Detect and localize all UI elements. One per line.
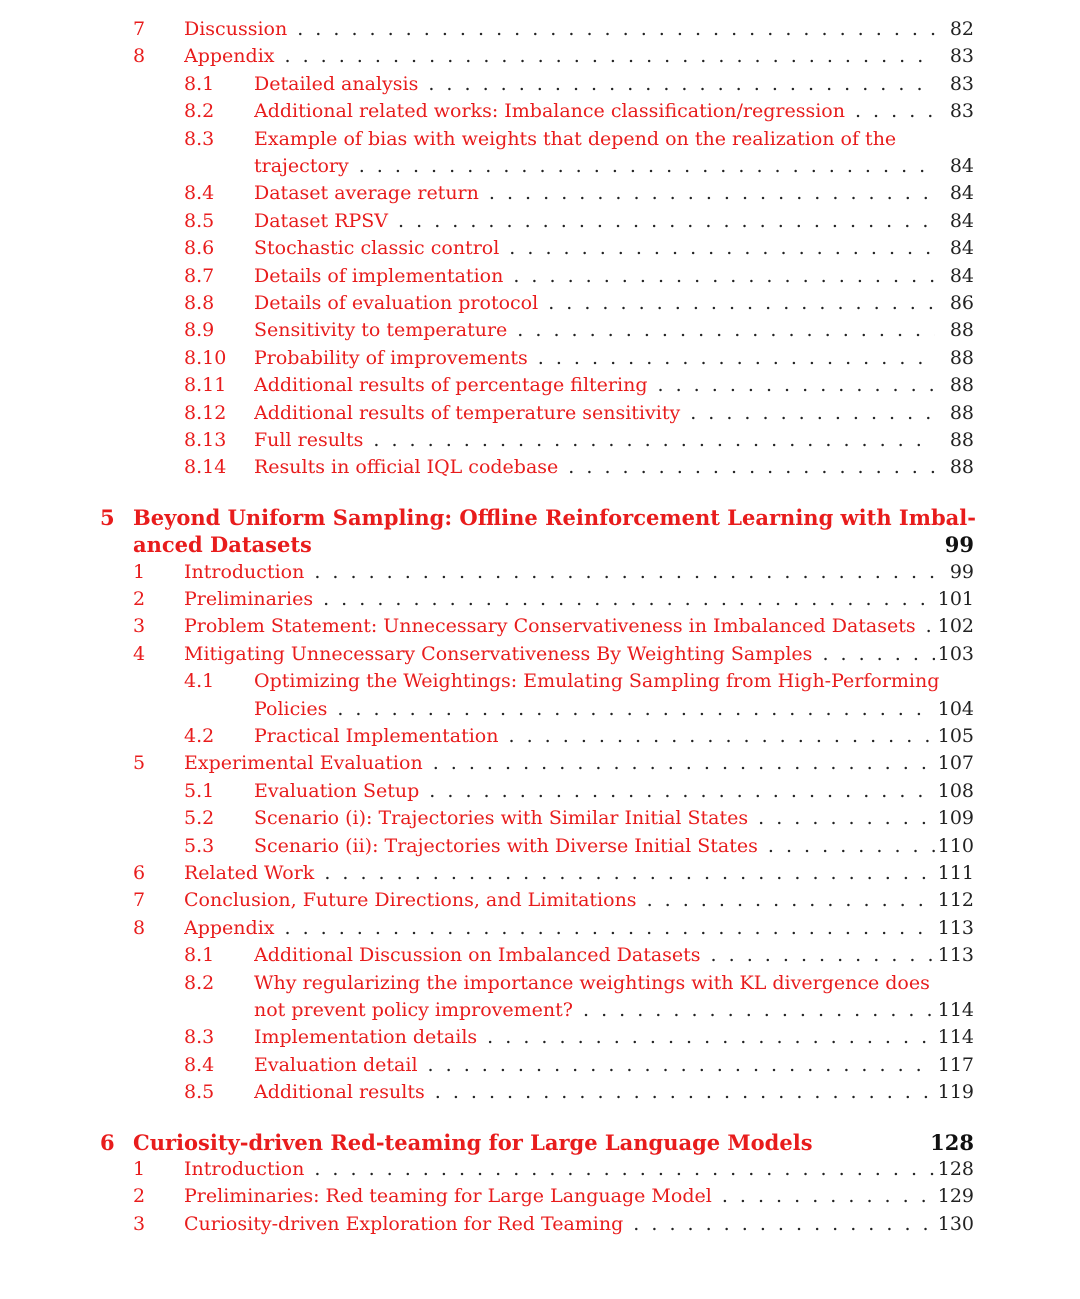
- toc-leader-line: [254, 263, 935, 290]
- toc-page-number: 83: [949, 72, 974, 95]
- toc-leader-line: [184, 559, 935, 586]
- toc-page-number: 84: [949, 264, 974, 287]
- toc-leader-line: [254, 696, 935, 723]
- chapter-title-cont[interactable]: anced Datasets: [133, 532, 312, 558]
- toc-entry[interactable]: [0, 208, 1080, 235]
- toc-page-number: 113: [937, 944, 974, 967]
- toc-entry[interactable]: [0, 915, 1080, 942]
- toc-entry-continuation[interactable]: [0, 997, 1080, 1024]
- toc-entry-number: 8.3: [184, 1026, 215, 1049]
- toc-entry[interactable]: [0, 1052, 1080, 1079]
- dot-leader: [629, 1211, 935, 1238]
- toc-leader-line: [254, 997, 935, 1024]
- toc-entry-title[interactable]: Appendix: [184, 916, 275, 939]
- toc-leader-line: [184, 915, 935, 942]
- toc-entry[interactable]: [0, 126, 1080, 153]
- toc-entry[interactable]: [0, 71, 1080, 98]
- toc-page-number: 117: [937, 1053, 974, 1076]
- toc-page-number: 86: [949, 292, 974, 314]
- toc-entry[interactable]: [0, 1024, 1080, 1051]
- toc-page-number: 99: [949, 560, 974, 583]
- toc-entry-title[interactable]: Why regularizing the importance weightings with KL divergence does: [254, 971, 930, 994]
- toc-leader-line: [254, 98, 935, 125]
- toc-page-number: 83: [949, 45, 974, 68]
- dot-leader: [310, 1156, 935, 1183]
- toc-leader-line: [184, 43, 935, 70]
- dot-leader: [764, 833, 935, 860]
- toc-page-number: 110: [937, 834, 974, 857]
- toc-leader-line: [254, 400, 935, 427]
- dot-leader: [505, 235, 935, 262]
- chapter-page-number: 99: [944, 532, 974, 558]
- toc-entry-title-cont[interactable]: trajectory: [254, 155, 349, 177]
- toc-entry-title[interactable]: Implementation details: [254, 1026, 478, 1049]
- toc-entry-number: 5.1: [184, 779, 215, 802]
- toc-leader-line: [254, 290, 935, 317]
- toc-entry-number: 6: [133, 862, 146, 884]
- dot-leader: [851, 98, 935, 125]
- toc-entry[interactable]: [0, 970, 1080, 997]
- dot-leader: [513, 317, 935, 344]
- toc-entry[interactable]: [0, 290, 1080, 317]
- toc-leader-line: [254, 208, 935, 235]
- toc-entry-number: 5: [133, 752, 146, 775]
- toc-entry-title[interactable]: Problem Statement: Unnecessary Conservativeness in Imbalanced Datasets: [184, 615, 916, 638]
- toc-entry-title[interactable]: Experimental Evaluation: [184, 752, 423, 775]
- toc-leader-line: [254, 805, 935, 832]
- toc-entry-title[interactable]: Details of implementation: [254, 264, 504, 287]
- dot-leader: [293, 16, 935, 43]
- toc-entry-continuation[interactable]: [0, 153, 1080, 180]
- toc-entry[interactable]: [0, 1079, 1080, 1106]
- toc-leader-line: [184, 887, 935, 914]
- toc-entry-title[interactable]: Scenario (ii): Trajectories with Diverse Initial States: [254, 834, 758, 857]
- dot-leader: [320, 860, 935, 887]
- toc-entry-number: 4.1: [184, 670, 215, 693]
- toc-entry[interactable]: [0, 942, 1080, 969]
- toc-entry[interactable]: [0, 641, 1080, 668]
- toc-page-number: 111: [937, 862, 974, 884]
- toc-page-number: 113: [937, 916, 974, 939]
- toc-leader-line: [184, 750, 935, 777]
- toc-entry-title[interactable]: Introduction: [184, 560, 305, 583]
- toc-entry[interactable]: [0, 454, 1080, 481]
- toc-entry-number: 3: [133, 615, 146, 638]
- toc-page-number: 88: [949, 346, 974, 369]
- toc-page-number: 108: [937, 779, 974, 802]
- toc-entry[interactable]: [0, 613, 1080, 640]
- toc-entry-number: 2: [133, 1185, 146, 1208]
- toc-leader-line: [184, 860, 935, 887]
- toc-leader-line: [184, 16, 935, 43]
- toc-entry[interactable]: [0, 372, 1080, 399]
- toc-page-number: 103: [937, 642, 974, 665]
- toc-leader-line: [254, 942, 935, 969]
- toc-entry[interactable]: [0, 778, 1080, 805]
- toc-entry-number: 8.4: [184, 182, 215, 205]
- toc-entry-number: 4.2: [184, 725, 215, 747]
- toc-leader-line: [254, 345, 935, 372]
- toc-entry[interactable]: [0, 400, 1080, 427]
- toc-entry-title[interactable]: Details of evaluation protocol: [254, 292, 539, 314]
- toc-entry-number: 8.14: [184, 456, 227, 479]
- toc-entry-title[interactable]: Stochastic classic control: [254, 237, 500, 260]
- dot-leader: [333, 696, 935, 723]
- chapter-page-number: 128: [930, 1129, 974, 1155]
- toc-page-number: 102: [937, 615, 974, 638]
- toc-entry-title[interactable]: Dataset RPSV: [254, 209, 389, 232]
- chapter-number: 6: [100, 1129, 115, 1155]
- toc-entry-title-cont[interactable]: Policies: [254, 697, 328, 720]
- toc-entry[interactable]: [0, 860, 1080, 887]
- toc-entry-title[interactable]: Curiosity-driven Exploration for Red Teaming: [184, 1212, 624, 1235]
- toc-leader-line: [184, 641, 935, 668]
- toc-entry-title[interactable]: Introduction: [184, 1158, 305, 1180]
- toc-entry-number: 8: [133, 916, 146, 939]
- toc-entry-number: 8.1: [184, 944, 215, 967]
- toc-page-number: 109: [937, 807, 974, 830]
- chapter-title[interactable]: Beyond Uniform Sampling: Offline Reinforcement Learning with Imbal-: [133, 504, 976, 530]
- toc-entry-title[interactable]: Dataset average return: [254, 182, 479, 205]
- toc-page-number: 128: [937, 1158, 974, 1180]
- toc-page-number: 88: [949, 319, 974, 342]
- toc-entry-title-cont[interactable]: not prevent policy improvement?: [254, 999, 573, 1021]
- toc-entry[interactable]: [0, 805, 1080, 832]
- toc-entry[interactable]: [0, 559, 1080, 586]
- dot-leader: [643, 887, 935, 914]
- toc-entry-title[interactable]: Probability of improvements: [254, 346, 528, 369]
- toc-entry-number: 8.4: [184, 1053, 215, 1076]
- dot-leader: [579, 997, 935, 1024]
- dot-leader: [394, 208, 935, 235]
- toc-entry-title[interactable]: Example of bias with weights that depend on the realization of the: [254, 127, 897, 150]
- toc-page-number: 84: [949, 155, 974, 177]
- toc-entry-title[interactable]: Related Work: [184, 862, 315, 884]
- toc-leader-line: [254, 180, 935, 207]
- toc-leader-line: [184, 613, 935, 640]
- dot-leader: [485, 180, 935, 207]
- toc-entry-number: 2: [133, 588, 146, 610]
- toc-page-number: 83: [949, 100, 974, 123]
- toc-page-number: 88: [949, 456, 974, 479]
- toc-page-number: 88: [949, 429, 974, 451]
- toc-entry-title[interactable]: Additional related works: Imbalance classification/regression: [254, 100, 845, 123]
- toc-entry-title[interactable]: Full results: [254, 429, 364, 451]
- dot-leader: [431, 1079, 935, 1106]
- toc-entry-number: 7: [133, 889, 146, 912]
- toc-entry-number: 5.2: [184, 807, 215, 830]
- dot-leader: [280, 915, 935, 942]
- toc-leader-line: [254, 235, 935, 262]
- toc-entry-title[interactable]: Conclusion, Future Directions, and Limitations: [184, 889, 637, 912]
- toc-entry[interactable]: [0, 1156, 1080, 1183]
- toc-entry-number: 8.11: [184, 374, 227, 397]
- dot-leader: [707, 942, 935, 969]
- toc-page-number: 84: [949, 182, 974, 205]
- toc-entry-number: 8.5: [184, 1081, 215, 1104]
- toc-entry-title[interactable]: Optimizing the Weightings: Emulating Sampling from High-Performing: [254, 670, 940, 693]
- toc-entry-number: 1: [133, 1158, 146, 1180]
- toc-entry-number: 5.3: [184, 834, 215, 857]
- toc-entry-title[interactable]: Additional results of percentage filtering: [254, 374, 648, 397]
- toc-entry-number: 8.3: [184, 127, 215, 150]
- toc-entry-title[interactable]: Preliminaries: Red teaming for Large Language Model: [184, 1185, 712, 1208]
- toc-entry-number: 1: [133, 560, 146, 583]
- toc-leader-line: [184, 1183, 935, 1210]
- toc-leader-line: [254, 1079, 935, 1106]
- toc-entry-title[interactable]: Discussion: [184, 18, 288, 40]
- toc-leader-line: [254, 372, 935, 399]
- toc-leader-line: [254, 427, 935, 454]
- toc-page-number: 82: [949, 18, 974, 40]
- toc-entry-number: 8.2: [184, 971, 215, 994]
- toc-entry-number: 8.10: [184, 346, 227, 369]
- toc-entry[interactable]: [0, 1211, 1080, 1238]
- toc-page-number: 130: [937, 1212, 974, 1235]
- toc-leader-line: [254, 1052, 935, 1079]
- chapter-title[interactable]: Curiosity-driven Red-teaming for Large Language Models: [133, 1129, 813, 1155]
- toc-entry-title[interactable]: Practical Implementation: [254, 725, 499, 747]
- toc-entry-number: 8.2: [184, 100, 215, 123]
- toc-page-number: 114: [937, 1026, 974, 1049]
- dot-leader: [534, 345, 935, 372]
- toc-entry-number: 8.8: [184, 292, 215, 314]
- toc-page-number: 84: [949, 209, 974, 232]
- toc-page-number: 104: [937, 697, 974, 720]
- toc-leader-line: [184, 1156, 935, 1183]
- toc-entry-title[interactable]: Additional results of temperature sensitivity: [254, 401, 681, 424]
- toc-entry-number: 7: [133, 18, 146, 40]
- toc-entry-title[interactable]: Mitigating Unnecessary Conservativeness By Weighting Samples: [184, 642, 813, 665]
- toc-page-number: 84: [949, 237, 974, 260]
- toc-entry[interactable]: [0, 750, 1080, 777]
- toc-leader-line: [254, 833, 935, 860]
- toc-entry[interactable]: [0, 16, 1080, 43]
- dot-leader: [544, 290, 935, 317]
- dot-leader: [654, 372, 936, 399]
- toc-leader-line: [254, 153, 935, 180]
- dot-leader: [686, 400, 935, 427]
- toc-leader-line: [254, 1024, 935, 1051]
- dot-leader: [564, 454, 935, 481]
- dot-leader: [424, 1052, 935, 1079]
- dot-leader: [818, 641, 935, 668]
- toc-entry[interactable]: [0, 180, 1080, 207]
- toc-entry-number: 4: [133, 642, 146, 665]
- dot-leader: [754, 805, 935, 832]
- toc-page-number: 88: [949, 374, 974, 397]
- toc-page-number: 101: [937, 588, 974, 610]
- toc-entry-title[interactable]: Additional Discussion on Imbalanced Datasets: [254, 944, 701, 967]
- toc-entry-title[interactable]: Results in official IQL codebase: [254, 456, 559, 479]
- toc-entry[interactable]: [0, 263, 1080, 290]
- dot-leader: [355, 153, 935, 180]
- toc-entry-title[interactable]: Scenario (i): Trajectories with Similar Initial States: [254, 807, 749, 830]
- toc-page-number: 129: [937, 1185, 974, 1208]
- toc-entry-number: 8.12: [184, 401, 227, 424]
- toc-entry-number: 8.5: [184, 209, 215, 232]
- toc-entry-number: 3: [133, 1212, 146, 1235]
- dot-leader: [369, 427, 935, 454]
- dot-leader: [429, 750, 935, 777]
- toc-entry[interactable]: [0, 1183, 1080, 1210]
- toc-entry-title[interactable]: Appendix: [184, 45, 275, 68]
- toc-entry-number: 8.7: [184, 264, 215, 287]
- toc-page-number: 112: [937, 889, 974, 912]
- toc-entry-number: 8.9: [184, 319, 215, 342]
- toc-leader-line: [254, 317, 935, 344]
- toc-entry-number: 8: [133, 45, 146, 68]
- toc-leader-line: [184, 586, 935, 613]
- toc-entry-title[interactable]: Preliminaries: [184, 588, 314, 610]
- toc-entry-title[interactable]: Evaluation Setup: [254, 779, 420, 802]
- toc-leader-line: [254, 454, 935, 481]
- toc-entry[interactable]: [0, 586, 1080, 613]
- dot-leader: [310, 559, 935, 586]
- toc-leader-line: [254, 778, 935, 805]
- dot-leader: [424, 71, 935, 98]
- toc-entry-continuation[interactable]: [0, 696, 1080, 723]
- toc-entry-title[interactable]: Additional results: [254, 1081, 425, 1104]
- toc-leader-line: [184, 1211, 935, 1238]
- toc-entry[interactable]: [0, 98, 1080, 125]
- toc-entry-title[interactable]: Evaluation detail: [254, 1053, 418, 1076]
- dot-leader: [425, 778, 935, 805]
- toc-entry-title[interactable]: Sensitivity to temperature: [254, 319, 508, 342]
- toc-page-number: 88: [949, 401, 974, 424]
- toc-entry[interactable]: [0, 427, 1080, 454]
- dot-leader: [718, 1183, 935, 1210]
- toc-entry[interactable]: [0, 235, 1080, 262]
- toc-entry-number: 8.6: [184, 237, 215, 260]
- toc-page-number: 105: [937, 725, 974, 747]
- dot-leader: [509, 263, 935, 290]
- toc-entry[interactable]: [0, 317, 1080, 344]
- dot-leader: [319, 586, 935, 613]
- toc-entry[interactable]: [0, 833, 1080, 860]
- dot-leader: [280, 43, 935, 70]
- toc-entry-title[interactable]: Detailed analysis: [254, 72, 419, 95]
- dot-leader: [922, 613, 935, 640]
- toc-entry-number: 8.1: [184, 72, 215, 95]
- toc-entry[interactable]: [0, 723, 1080, 750]
- toc-leader-line: [254, 723, 935, 750]
- toc-entry-number: 8.13: [184, 429, 227, 451]
- toc-page-number: 119: [937, 1081, 974, 1104]
- toc-entry[interactable]: [0, 668, 1080, 695]
- dot-leader: [505, 723, 936, 750]
- dot-leader: [483, 1024, 935, 1051]
- toc-page-number: 107: [937, 752, 974, 775]
- toc-entry[interactable]: [0, 345, 1080, 372]
- toc-entry[interactable]: [0, 887, 1080, 914]
- toc-entry[interactable]: [0, 43, 1080, 70]
- toc-page-number: 114: [937, 999, 974, 1021]
- toc-leader-line: [254, 71, 935, 98]
- chapter-number: 5: [100, 504, 115, 530]
